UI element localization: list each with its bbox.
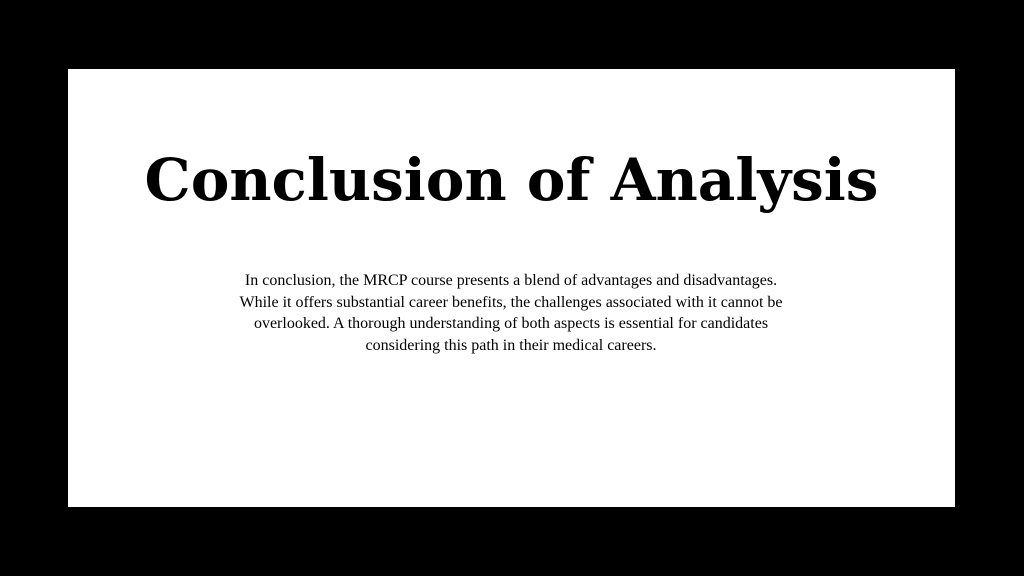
slide-card <box>68 69 955 507</box>
slide-title: Conclusion of Analysis <box>144 146 879 214</box>
slide-body-text: In conclusion, the MRCP course presents a blend of advantages and disadvantages. While it offers substantial career benefits, the challenges associated with it cannot be overlooked. A thorough understanding of both aspects is essential for candidates considering this path in their medical careers. <box>239 272 783 354</box>
